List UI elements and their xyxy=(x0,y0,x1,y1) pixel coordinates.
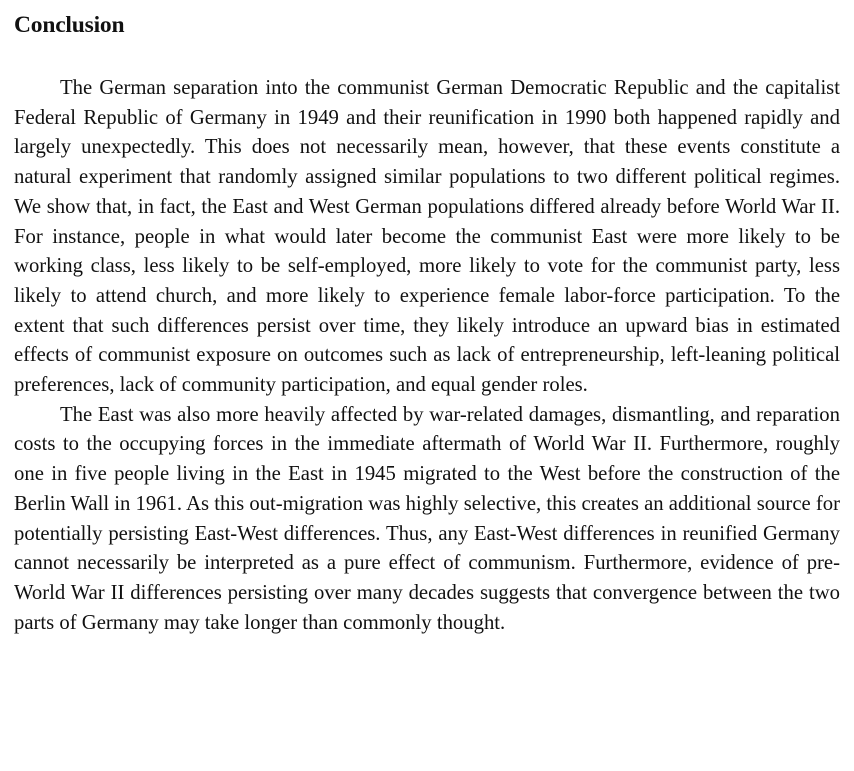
body-paragraph-2: The East was also more heavily affected by war-related damages, dismantling, and reparation costs to the occupying forces in the immediate aftermath of World War II. Furthermore, roughly one in five people living in the East in 1945 migrated to the West before the construction of the Berlin Wall in 1961. As this out-migration was highly selective, this creates an additional source for potentially persisting East-West differences. Thus, any East-West differences in reunified Germany cannot necessarily be interpreted as a pure effect of communism. Furthermore, evidence of pre-World War II differences persisting over many decades suggests that convergence between the two parts of Germany may take longer than commonly thought. xyxy=(14,403,840,634)
body-paragraph-1: The German separation into the communist German Democratic Republic and the capitalist Federal Republic of Germany in 1949 and their reunification in 1990 both happened rapidly and largely unexpectedly. This does not necessarily mean, however, that these events constitute a natural experiment that randomly assigned similar populations to two different political regimes. We show that, in fact, the East and West German populations differed already before World War II. For instance, people in what would later become the communist East were more likely to be working class, less likely to be self-employed, more likely to vote for the communist party, less likely to attend church, and more likely to experience female labor-force participation. To the extent that such differences persist over time, they likely introduce an upward bias in estimated effects of communist exposure on outcomes such as lack of entrepreneurship, left-leaning political preferences, lack of community participation, and equal gender roles. xyxy=(14,77,840,397)
document-page xyxy=(14,10,840,638)
section-heading: Conclusion xyxy=(14,12,125,38)
